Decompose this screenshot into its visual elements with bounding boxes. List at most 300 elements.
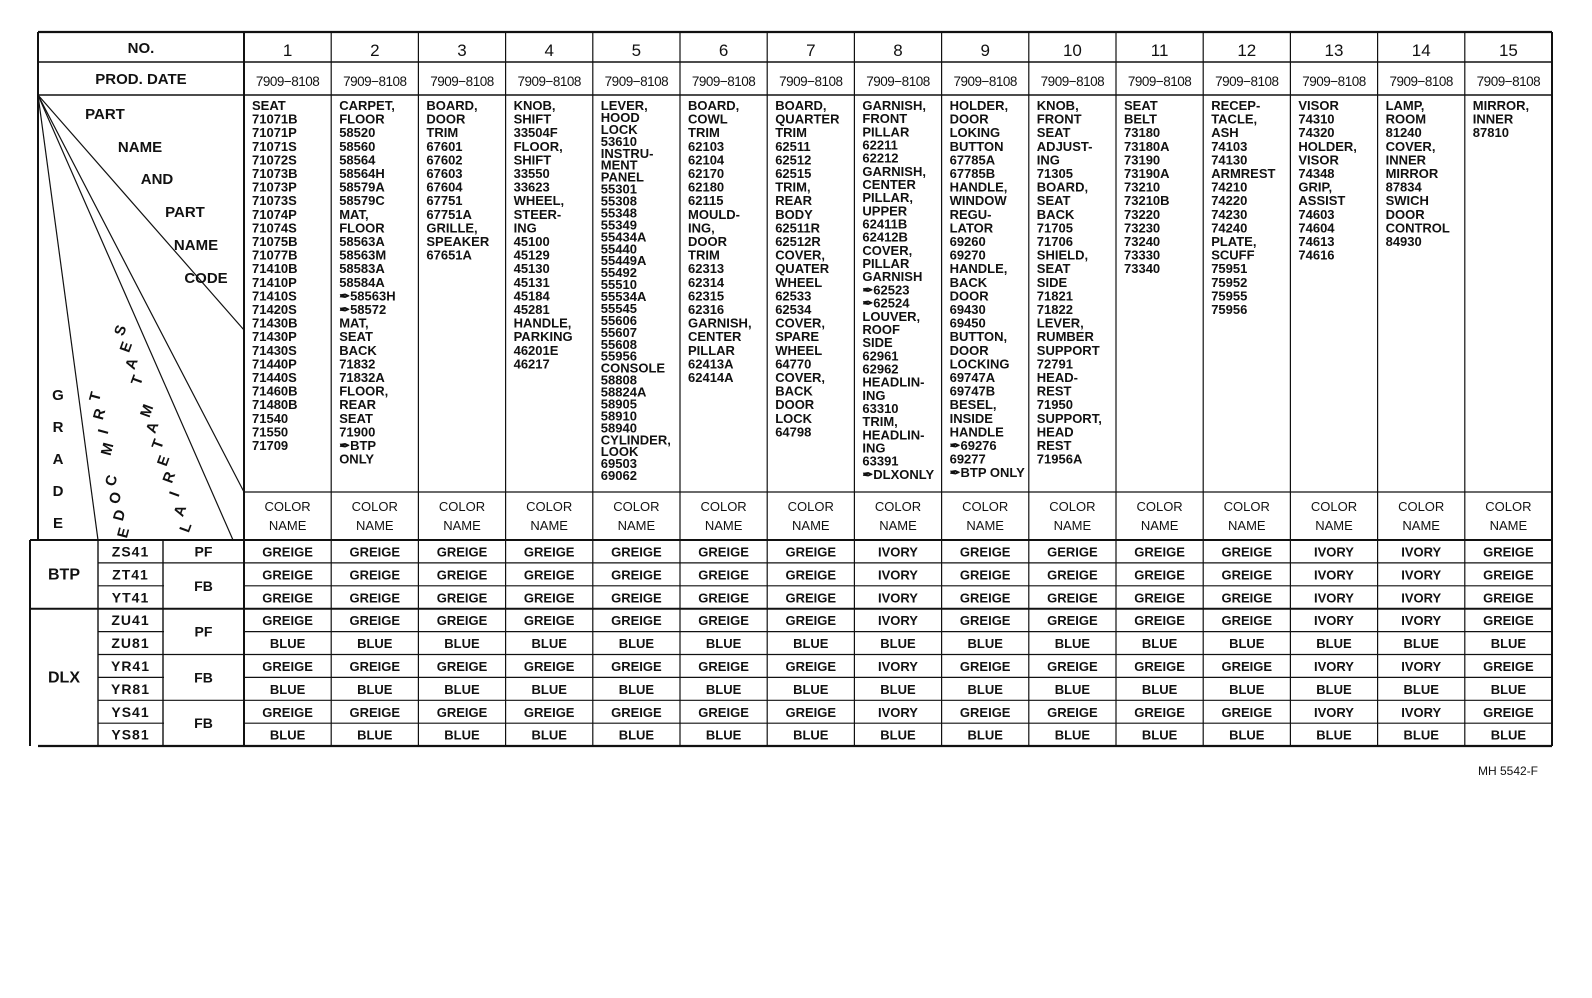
part-entry: 74604 (1298, 220, 1335, 236)
part-entry: 75955 (1211, 288, 1248, 304)
color-cell: GREIGE (1134, 704, 1185, 720)
part-name-code-label: NAME (117, 139, 163, 156)
column-prod-date: 7909−8108 (343, 74, 407, 89)
color-cell: BLUE (531, 681, 567, 697)
color-cell: GREIGE (959, 544, 1011, 560)
part-entry: FLOOR (339, 220, 385, 236)
part-entry: 55608 (600, 336, 637, 352)
color-cell: GREIGE (523, 567, 575, 583)
color-cell: GREIGE (262, 590, 313, 606)
part-entry: HOOD (600, 109, 640, 125)
color-cell: GREIGE (1047, 658, 1098, 674)
part-entry: CYLINDER, (600, 432, 671, 448)
color-cell: BLUE (1141, 681, 1178, 697)
seat-material: FB (194, 715, 213, 732)
color-cell: BLUE (705, 681, 742, 697)
column-prod-date: 7909−8108 (517, 74, 581, 89)
part-entry: 58564H (339, 166, 385, 181)
color-cell: BLUE (357, 636, 393, 652)
part-entry: COVER, (1385, 138, 1436, 154)
part-entry: 58560 (339, 138, 376, 154)
part-entry: 73230 (1124, 220, 1161, 236)
part-entry: 62211 (862, 137, 898, 153)
part-entry: 53610 (600, 133, 637, 149)
seat-material-letter: E (154, 453, 174, 469)
column-number: 1 (282, 41, 293, 60)
column-prod-date: 7909−8108 (779, 74, 843, 89)
part-entry: INSTRU- (600, 145, 654, 161)
part-entry: 74603 (1298, 206, 1335, 222)
color-cell: BLUE (618, 727, 655, 743)
part-entry: 45100 (513, 234, 550, 249)
trim-code-letter: I (94, 427, 113, 436)
part-entry: FLOOR, (339, 383, 389, 399)
part-entry: 55956 (600, 348, 637, 364)
part-entry: 75956 (1211, 302, 1248, 317)
part-entry: 71071P (252, 125, 297, 141)
color-name-label: COLOR (1310, 499, 1358, 514)
part-entry: 71709 (252, 438, 289, 453)
color-cell: BLUE (967, 681, 1003, 697)
part-entry: SEAT (252, 98, 286, 113)
part-entry: BACK (1036, 206, 1075, 222)
color-cell: GREIGE (262, 704, 313, 720)
diagonal-line (38, 95, 233, 540)
part-entry: LOUVER, (862, 308, 921, 324)
color-cell: GREIGE (959, 590, 1011, 606)
color-name-label: NAME (1315, 518, 1353, 533)
part-entry: 71430S (252, 342, 297, 358)
color-cell: IVORY (1314, 613, 1354, 629)
part-entry: TACLE, (1211, 111, 1258, 127)
part-name-code-label: PART (165, 204, 205, 221)
column-number: 13 (1324, 41, 1344, 60)
color-cell: BLUE (1403, 727, 1439, 743)
color-cell: GREIGE (349, 704, 401, 720)
color-name-label: NAME (443, 518, 481, 533)
part-entry: MIRROR (1385, 166, 1439, 181)
part-entry: ING (862, 440, 886, 456)
color-cell: GREIGE (1483, 567, 1534, 583)
part-entry: 45131 (513, 274, 550, 290)
part-entry: 71071B (252, 111, 298, 127)
part-entry: ING (1036, 152, 1060, 168)
part-entry: 58584A (339, 274, 385, 290)
part-entry: 69450 (949, 315, 986, 331)
part-entry: SEAT (1036, 193, 1071, 209)
color-cell: GREIGE (611, 704, 662, 720)
color-cell: GREIGE (436, 704, 488, 720)
seat-material: PF (194, 543, 213, 560)
part-entry: LOKING (949, 125, 1001, 141)
part-entry: 69747B (949, 383, 996, 399)
part-entry: HEADLIN- (862, 427, 925, 443)
part-entry: PILLAR (688, 342, 735, 358)
trim-code: ZT41 (112, 566, 149, 583)
part-entry: 67751 (426, 193, 463, 209)
part-entry: ✒BTP ONLY (949, 465, 1025, 481)
color-cell: GREIGE (1483, 613, 1534, 629)
part-entry: CONTROL (1385, 220, 1450, 236)
color-cell: GERIGE (1047, 544, 1098, 560)
part-entry: 62411B (862, 216, 908, 232)
seat-material-letter: A (170, 502, 191, 519)
color-cell: BLUE (269, 681, 306, 697)
grade-dlx: DLX (48, 669, 80, 687)
part-entry: ARMREST (1211, 166, 1276, 181)
color-cell: GREIGE (436, 567, 488, 583)
part-entry: 45130 (513, 261, 550, 277)
part-entry: 81240 (1385, 125, 1422, 141)
seat-material-letter: L (176, 520, 196, 535)
color-cell: GREIGE (1134, 613, 1185, 629)
color-cell: GREIGE (698, 544, 749, 560)
part-entry: UPPER (862, 203, 908, 219)
column-number: 4 (544, 41, 554, 60)
part-entry: BELT (1124, 111, 1157, 127)
part-entry: 73180 (1124, 125, 1161, 141)
part-entry: KNOB, (1036, 98, 1079, 113)
part-entry: 33623 (513, 179, 550, 195)
part-entry: 64798 (775, 424, 812, 440)
color-cell: GREIGE (1047, 590, 1098, 606)
part-entry: GARNISH, (862, 163, 926, 179)
part-entry: 46217 (513, 356, 550, 372)
color-cell: BLUE (1054, 681, 1091, 697)
part-entry: 72791 (1036, 356, 1073, 372)
color-cell: BLUE (1054, 636, 1091, 652)
color-cell: BLUE (1403, 636, 1439, 652)
no-label: NO. (127, 40, 155, 57)
part-entry: 55606 (600, 312, 637, 328)
column-number: 3 (457, 41, 467, 60)
color-cell: BLUE (793, 636, 829, 652)
part-entry: 71950 (1036, 397, 1073, 413)
part-entry: 71430P (252, 329, 297, 345)
part-entry: 58520 (339, 125, 376, 141)
trim-code-letter: D (110, 507, 130, 523)
color-name-label: COLOR (264, 499, 311, 514)
part-entry: 46201E (513, 342, 559, 358)
color-cell: GREIGE (523, 590, 575, 606)
part-entry: 62414A (688, 370, 734, 385)
part-entry: 69260 (949, 234, 986, 249)
part-entry: 73240 (1124, 234, 1161, 249)
color-name-label: COLOR (874, 499, 922, 514)
trim-code: YS41 (111, 703, 150, 720)
part-entry: BODY (775, 206, 813, 222)
color-cell: BLUE (1403, 681, 1439, 697)
part-entry: 58910 (600, 408, 637, 424)
part-entry: 71071S (252, 138, 297, 154)
part-entry: FRONT (862, 111, 908, 127)
part-entry: 74220 (1211, 193, 1248, 209)
part-entry: MAT, (339, 315, 369, 331)
part-entry: 74616 (1298, 247, 1335, 263)
trim-code: ZU81 (111, 635, 150, 652)
column-number: 8 (893, 41, 903, 60)
grade-letter: G (52, 387, 64, 404)
part-entry: ROOM (1385, 111, 1427, 127)
color-cell: BLUE (618, 681, 655, 697)
part-name-code-label: NAME (173, 237, 219, 254)
part-entry: 71073S (252, 193, 297, 209)
part-entry: QUARTER (775, 111, 840, 127)
color-cell: GREIGE (785, 613, 837, 629)
color-cell: GREIGE (523, 658, 575, 674)
part-entry: 71440S (252, 370, 297, 385)
color-name-label: COLOR (1223, 499, 1270, 514)
part-entry: 67651A (426, 247, 472, 263)
part-entry: REST (1036, 383, 1072, 399)
seat-material: PF (194, 623, 213, 640)
part-entry: TRIM (426, 125, 459, 141)
column-number: 12 (1237, 41, 1257, 60)
color-name-label: COLOR (526, 499, 573, 514)
part-entry: 58940 (600, 420, 637, 436)
column-prod-date: 7909−8108 (1476, 74, 1541, 89)
part-entry: 62962 (862, 361, 899, 377)
part-entry: 62115 (688, 193, 724, 209)
part-entry: 62961 (862, 348, 899, 364)
part-entry: ADJUST- (1036, 138, 1093, 154)
part-entry: 55348 (600, 205, 637, 221)
part-entry: 62103 (688, 138, 725, 154)
color-cell: GREIGE (262, 567, 313, 583)
color-name-label: NAME (1489, 518, 1528, 533)
part-entry: 58808 (600, 372, 637, 388)
color-name-label: COLOR (438, 499, 486, 514)
color-cell: GREIGE (349, 544, 401, 560)
part-entry: 62180 (688, 179, 725, 195)
seat-material-letter: T (148, 437, 168, 452)
color-cell: GREIGE (1483, 590, 1534, 606)
color-cell: BLUE (793, 727, 829, 743)
color-cell: IVORY (1401, 658, 1442, 674)
part-entry: 58579C (339, 193, 385, 209)
part-entry: LEVER, (1036, 315, 1084, 331)
part-entry: 62316 (688, 302, 725, 317)
seat-material-letter: R (159, 469, 180, 486)
part-entry: 73210 (1124, 179, 1161, 195)
part-entry: STEER- (513, 206, 562, 222)
column-prod-date: 7909−8108 (430, 74, 494, 89)
color-cell: IVORY (1314, 590, 1354, 606)
color-cell: BLUE (880, 727, 916, 743)
trim-code-letter: R (90, 406, 110, 422)
part-entry: 67603 (426, 166, 463, 181)
color-cell: IVORY (1314, 658, 1354, 674)
part-entry: 71075B (252, 234, 298, 249)
color-cell: GREIGE (1483, 544, 1534, 560)
part-entry: SHIFT (513, 111, 552, 127)
part-entry: HANDLE, (949, 261, 1008, 277)
trim-code-letter: O (105, 490, 126, 506)
grade-letter: E (52, 515, 64, 532)
part-entry: INNER (1472, 111, 1514, 127)
part-entry: 55440 (600, 241, 637, 257)
part-entry: 74613 (1298, 234, 1335, 249)
part-entry: ✒58572 (339, 302, 387, 317)
part-entry: COVER, (775, 315, 826, 331)
part-entry: FLOOR (339, 111, 385, 127)
part-entry: CARPET, (339, 98, 395, 113)
color-cell: BLUE (1316, 727, 1352, 743)
column-number: 2 (370, 41, 380, 60)
color-cell: GREIGE (1047, 613, 1098, 629)
part-entry: GARNISH, (862, 98, 926, 113)
part-entry: ROOF (862, 321, 900, 337)
color-name-label: COLOR (1398, 499, 1445, 514)
color-cell: BLUE (1141, 636, 1178, 652)
part-entry: BUTTON (949, 138, 1004, 154)
seat-material-letter: E (116, 339, 137, 355)
part-entry: 55349 (600, 217, 637, 233)
part-entry: ✒62523 (862, 282, 910, 298)
part-entry: ING (513, 220, 537, 236)
color-name-label: COLOR (700, 499, 747, 514)
part-entry: 33550 (513, 166, 550, 181)
part-entry: 74210 (1211, 179, 1248, 195)
part-entry: 71550 (252, 424, 289, 440)
table-content (48, 40, 1540, 778)
part-entry: CENTER (862, 177, 916, 193)
color-cell: IVORY (878, 567, 918, 583)
part-entry: 55301 (600, 181, 637, 197)
part-entry: 62104 (688, 152, 725, 168)
trim-code-letter: E (114, 525, 134, 540)
color-cell: GREIGE (959, 567, 1011, 583)
part-entry: MENT (600, 157, 638, 173)
part-entry: SHIELD, (1036, 247, 1089, 263)
part-name-code-label: AND (140, 171, 174, 188)
part-entry: 71305 (1036, 166, 1073, 181)
color-cell: IVORY (1401, 567, 1442, 583)
color-name-label: NAME (966, 518, 1004, 533)
color-cell: BLUE (444, 681, 480, 697)
color-cell: GREIGE (698, 567, 749, 583)
part-entry: BACK (775, 383, 813, 399)
part-entry: HEADLIN- (862, 374, 925, 390)
color-cell: GREIGE (1221, 544, 1273, 560)
color-name-label: NAME (356, 518, 394, 533)
color-cell: GREIGE (262, 544, 313, 560)
part-entry: 69062 (600, 468, 637, 484)
part-name-code-label: CODE (184, 270, 228, 287)
part-entry: COVER, (775, 370, 826, 385)
part-entry: WINDOW (949, 193, 1007, 209)
part-entry: COVER, (862, 242, 913, 258)
color-cell: GREIGE (349, 658, 401, 674)
color-cell: GREIGE (959, 613, 1011, 629)
part-entry: BOARD, (688, 98, 740, 113)
column-prod-date: 7909−8108 (1215, 74, 1279, 89)
part-entry: 33504F (513, 125, 558, 141)
diagonal-line (38, 95, 98, 540)
color-cell: BLUE (444, 636, 480, 652)
part-entry: 67602 (426, 152, 463, 168)
part-entry: TRIM (688, 125, 720, 141)
color-cell: GREIGE (1221, 567, 1273, 583)
part-entry: FLOOR, (513, 138, 563, 154)
part-entry: SUPPORT (1036, 342, 1100, 358)
column-prod-date: 7909−8108 (1302, 74, 1366, 89)
color-cell: BLUE (1229, 681, 1265, 697)
part-entry: TRIM, (775, 179, 811, 195)
color-cell: BLUE (967, 636, 1003, 652)
part-entry: LEVER, (600, 98, 648, 113)
color-cell: IVORY (1401, 590, 1442, 606)
color-cell: GREIGE (1483, 704, 1534, 720)
part-entry: 62170 (688, 166, 725, 181)
color-cell: GREIGE (959, 704, 1011, 720)
part-entry: ✒69276 (949, 438, 997, 453)
part-entry: 71074P (252, 206, 297, 222)
color-cell: GREIGE (1221, 613, 1273, 629)
color-cell: IVORY (1401, 544, 1442, 560)
grade-letter: D (52, 483, 64, 500)
color-cell: BLUE (269, 727, 306, 743)
part-entry: 71540 (252, 410, 289, 426)
color-cell: GREIGE (698, 590, 749, 606)
trim-code: YS81 (111, 726, 150, 743)
color-cell: GREIGE (1483, 658, 1534, 674)
part-entry: COWL (688, 111, 728, 127)
part-entry: KNOB, (513, 98, 556, 113)
part-entry: HANDLE (949, 424, 1004, 440)
part-entry: 58563M (339, 247, 387, 263)
part-entry: 62212 (862, 150, 899, 166)
part-entry: CENTER (688, 329, 742, 345)
color-cell: GREIGE (1221, 704, 1273, 720)
part-entry: INSIDE (949, 410, 993, 426)
part-entry: DOOR (775, 397, 815, 413)
part-entry: SHIFT (513, 152, 552, 168)
part-entry: 62511R (775, 220, 821, 236)
part-entry: DOOR (426, 111, 466, 127)
part-entry: PILLAR (862, 256, 910, 272)
color-cell: BLUE (705, 636, 742, 652)
part-entry: 71072S (252, 152, 297, 168)
color-cell: GREIGE (436, 590, 488, 606)
color-name-label: NAME (792, 518, 830, 533)
part-entry: CONSOLE (600, 360, 666, 376)
part-entry: 73180A (1124, 138, 1170, 154)
seat-material-letter: M (137, 402, 158, 420)
color-cell: BLUE (269, 636, 306, 652)
column-number: 11 (1150, 41, 1169, 60)
part-entry: LOCK (600, 121, 638, 137)
part-entry: SPEAKER (426, 234, 490, 249)
color-cell: GREIGE (611, 544, 662, 560)
part-entry: 71077B (252, 247, 298, 263)
part-entry: 45129 (513, 247, 550, 263)
part-entry: 71410P (252, 274, 297, 290)
column-number: 9 (980, 41, 990, 60)
color-cell: GREIGE (349, 567, 401, 583)
sheet-code: MH 5542-F (1477, 764, 1538, 778)
part-entry: BOARD, (1036, 179, 1089, 195)
color-name-label: COLOR (1136, 499, 1183, 514)
color-cell: GREIGE (611, 567, 662, 583)
color-cell: BLUE (1229, 727, 1265, 743)
color-cell: GREIGE (436, 613, 488, 629)
part-entry: 71410S (252, 288, 297, 304)
part-entry: SEAT (339, 410, 373, 426)
column-number: 14 (1411, 41, 1431, 60)
part-entry: ✒62524 (862, 295, 910, 311)
color-cell: GREIGE (785, 544, 837, 560)
